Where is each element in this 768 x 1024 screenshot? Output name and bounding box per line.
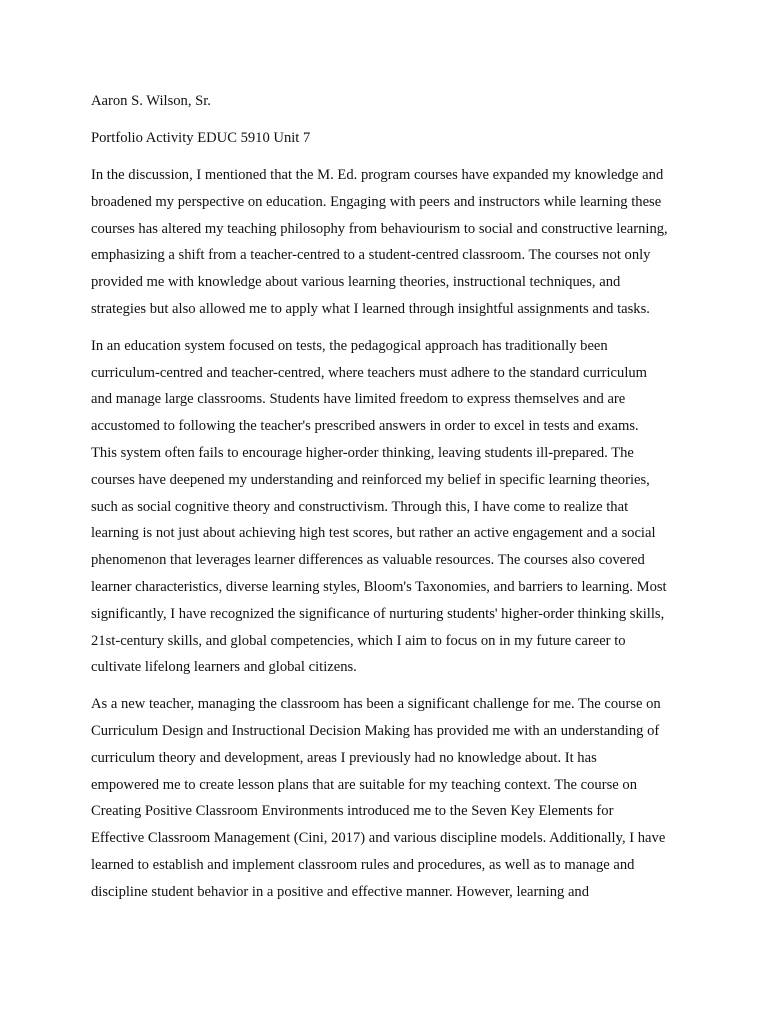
author-name: Aaron S. Wilson, Sr.	[91, 93, 211, 109]
course-title: Portfolio Activity EDUC 5910 Unit 7	[91, 130, 311, 146]
paragraph-2: In an education system focused on tests, the pedagogical approach has traditionally been curriculum-centred and teacher-centred, where teachers must adhere to the standard curriculum and manage large classrooms. Students have limited freedom to express themselves and are accustomed to following the teacher's prescribed answers in order to excel in tests and exams. This system often fails to encourage higher-order thinking, leaving students ill-prepared. The courses have deepened my understanding and reinforced my belief in specific learning theories, such as social cognitive theory and constructivism. Through this, I have come to realize that learning is not just about achieving high test scores, but rather an active engagement and a social phenomenon that leverages learner differences as valuable resources. The courses also covered learner characteristics, diverse learning styles, Bloom's Taxonomies, and barriers to learning. Most significantly, I have recognized the significance of nurturing students' higher-order thinking skills, 21st-century skills, and global competencies, which I aim to focus on in my future career to cultivate lifelong learners and global citizens.	[91, 337, 667, 676]
paragraph-3: As a new teacher, managing the classroom has been a significant challenge for me. The course on Curriculum Design and Instructional Decision Making has provided me with an understanding of curriculum theory and development, areas I previously had no knowledge about. It has empowered me to create lesson plans that are suitable for my teaching context. The course on Creating Positive Classroom Environments introduced me to the Seven Key Elements for Effective Classroom Management (Cini, 2017) and various discipline models. Additionally, I have learned to establish and implement classroom rules and procedures, as well as to manage and discipline student behavior in a positive and effective manner. However, learning and	[91, 696, 666, 900]
paragraph-1: In the discussion, I mentioned that the M. Ed. program courses have expanded my knowledge and broadened my perspective on education. Engaging with peers and instructors while learning these courses has altered my teaching philosophy from behaviourism to social and constructive learning, emphasizing a shift from a teacher-centred to a student-centred classroom. The courses not only provided me with knowledge about various learning theories, instructional techniques, and strategies but also allowed me to apply what I learned through insightful assignments and tasks.	[91, 167, 668, 317]
